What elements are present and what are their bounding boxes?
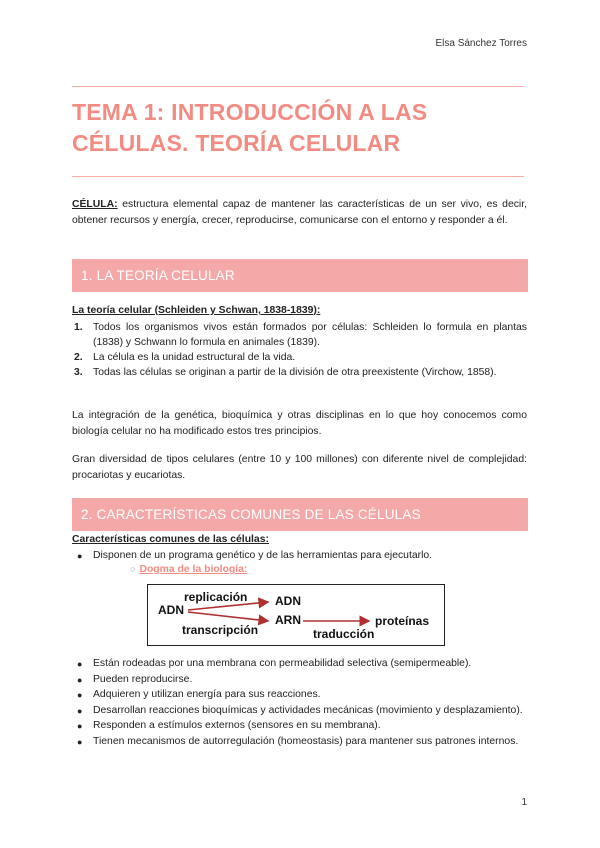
bullet-icon: ● — [77, 690, 83, 700]
diagram-arn: ARN — [275, 613, 301, 627]
list-item: ● Responden a estímulos externos (sensores en su membrana). — [72, 719, 527, 734]
genetic-program-item — [72, 549, 527, 565]
diagram-traduccion: traducción — [313, 627, 375, 641]
section-heading-common-features: 2. CARACTERÍSTICAS COMUNES DE LAS CÉLULAS — [72, 498, 528, 531]
bullet-icon: ● — [77, 721, 83, 731]
bullet-icon: ● — [77, 674, 83, 685]
list-item: 1. Todos los organismos vivos están formados por células: Schleiden lo formula en plantas (1838) y Schwann lo formula en animales (1839). — [74, 322, 527, 348]
common-features-list — [72, 657, 527, 750]
diversity-paragraph: Gran diversidad de tipos celulares (entre 10 y 100 millones) con diferente nivel de complejidad: procariotas y eucariotas. — [72, 454, 527, 481]
list-item: ● Pueden reproducirse. — [72, 673, 527, 688]
top-rule — [72, 86, 524, 87]
diagram-adn-right: ADN — [275, 594, 301, 608]
diagram-proteinas: proteínas — [375, 614, 430, 628]
title-line-1: TEMA 1: INTRODUCCIÓN A LAS — [72, 99, 428, 125]
bullet-icon: ● — [77, 736, 83, 747]
section-heading-cell-theory: 1. LA TEORÍA CELULAR — [72, 259, 528, 292]
circle-bullet-icon: ○ — [130, 564, 136, 574]
list-item: 2. La célula es la unidad estructural de la vida. — [74, 352, 296, 363]
dogma-item — [130, 564, 247, 575]
list-item: ● Tienen mecanismos de autorregulación (homeostasis) para mantener sus patrones internos. — [72, 735, 527, 750]
arrow-transcription — [188, 612, 268, 621]
page-title — [72, 97, 532, 159]
diagram-transcripcion: transcripción — [182, 623, 259, 637]
list-item: ● Disponen de un programa genético y de las herramientas para ejecutarlo. — [72, 549, 527, 564]
list-item: 3. Todas las células se originan a partir de la división de otra preexistente (Virchow, 1858). — [74, 367, 497, 378]
list-item: ● Adquieren y utilizan energía para sus reacciones. — [72, 688, 527, 703]
dogma-link[interactable]: Dogma de la biología: — [139, 564, 248, 575]
list-item: ● Están rodeadas por una membrana con permeabilidad selectiva (semipermeable). — [72, 657, 527, 672]
bullet-icon: ● — [77, 551, 83, 561]
page-number: 1 — [521, 797, 527, 808]
diagram-adn-left: ADN — [158, 603, 184, 617]
diagram-replicacion: replicación — [184, 590, 248, 604]
common-features-subheading: Características comunes de las células: — [72, 534, 269, 545]
title-line-2: CÉLULAS. TEORÍA CELULAR — [72, 130, 401, 156]
list-item: ● Desarrollan reacciones bioquímicas y actividades mecánicas (movimiento y desplazamiento). — [72, 704, 527, 719]
cell-definition — [72, 197, 527, 229]
central-dogma-diagram — [147, 584, 445, 646]
bullet-icon: ● — [77, 659, 83, 669]
cell-theory-subheading: La teoría celular (Schleiden y Schwan, 1838-1839): — [72, 305, 321, 316]
bullet-icon: ● — [77, 705, 83, 716]
definition-term: CÉLULA: — [72, 199, 118, 210]
cell-theory-principles — [72, 320, 527, 380]
integration-paragraph: La integración de la genética, bioquímica y otras disciplinas en lo que hoy conocemos como biología celular no ha modificado estos tres principios. — [72, 410, 527, 437]
definition-text: estructura elemental capaz de mantener las características de un ser vivo, es decir, obtener recursos y energía, crecer, reproducirse, comunicarse con el entorno y responder a él. — [72, 199, 527, 226]
author-name: Elsa Sánchez Torres — [435, 38, 527, 49]
title-rule — [72, 176, 524, 177]
